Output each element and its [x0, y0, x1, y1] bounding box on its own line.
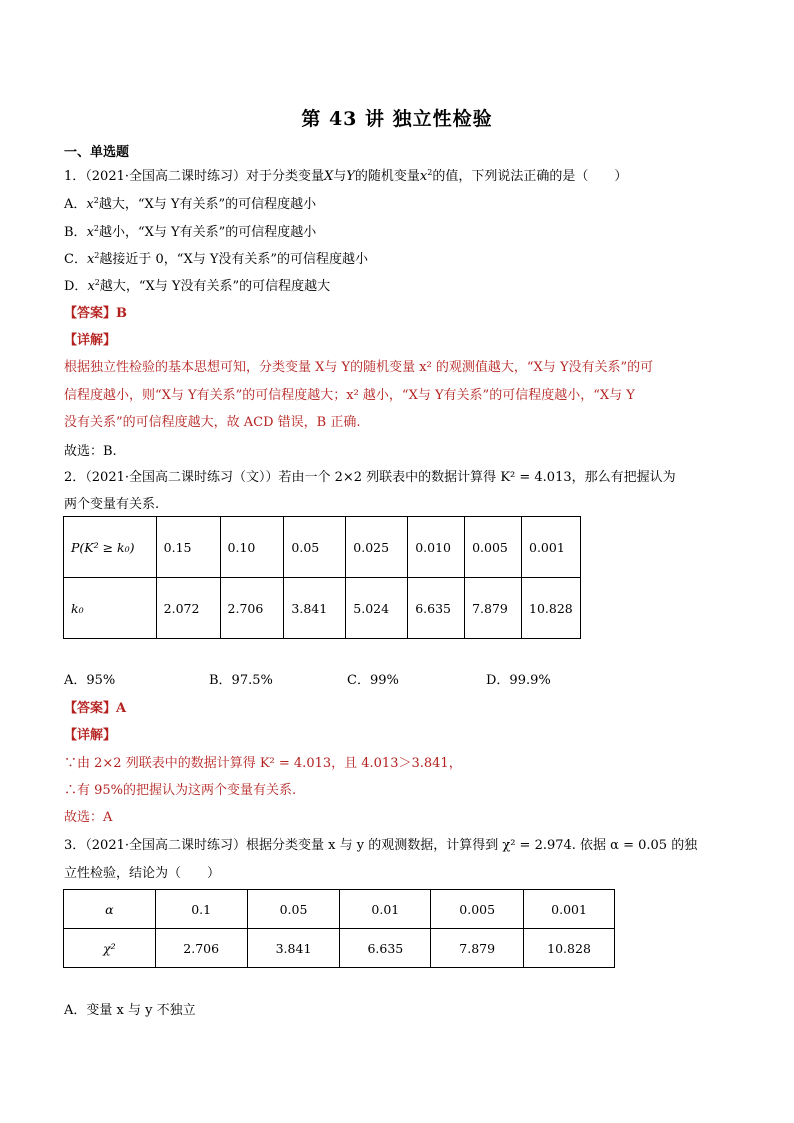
- table-cell: 6.635: [408, 578, 465, 639]
- table-cell: 5.024: [346, 578, 408, 639]
- table-cell: 0.010: [408, 517, 465, 578]
- q2-option-d: D．99.9%: [486, 673, 551, 688]
- table-cell-header: α: [64, 890, 156, 929]
- q1-option-b: B．$x^2$越小，“X与 Y有关系”的可信程度越小: [64, 224, 317, 240]
- table-cell: 0.005: [431, 890, 524, 929]
- table-cell: 2.072: [156, 578, 220, 639]
- table-cell: 0.05: [247, 890, 340, 929]
- q2-answer: 【答案】A: [64, 701, 127, 716]
- q2-option-c: C．99%: [347, 673, 399, 688]
- q2-detail-line: ∴有 95%的把握认为这两个变量有关系.: [64, 783, 297, 798]
- section-heading: 一、单选题: [64, 145, 130, 160]
- table-cell: 0.005: [465, 517, 522, 578]
- q1-option-a: A．$x^2$越大，“X与 Y有关系”的可信程度越小: [64, 196, 317, 212]
- table-cell: 2.706: [155, 929, 247, 968]
- q1-detail-line: 没有关系”的可信程度越大，故 ACD 错误，B 正确.: [64, 415, 361, 430]
- q3-stem: 立性检验，结论为（ ）: [64, 866, 221, 881]
- q3-table: [63, 889, 615, 968]
- table-cell: 10.828: [522, 578, 581, 639]
- table-cell: 0.001: [522, 517, 581, 578]
- table-cell: 0.10: [220, 517, 284, 578]
- q1-detail-label: 【详解】: [64, 333, 117, 348]
- table-cell: 2.706: [220, 578, 284, 639]
- table-row: [64, 890, 615, 929]
- q1-option-d: D．$x^2$越大，“X与 Y没有关系”的可信程度越大: [64, 278, 331, 294]
- table-cell: 0.025: [346, 517, 408, 578]
- page-title: 第 43 讲 独立性检验: [301, 108, 493, 130]
- q2-stem: 2．（2021·全国高二课时练习（文））若由一个 2×2 列联表中的数据计算得 K² = 4.013，那么有把握认为: [64, 470, 676, 485]
- table-cell: 0.001: [524, 890, 615, 929]
- table-cell-header: χ²: [64, 929, 156, 968]
- table-row: [64, 578, 581, 639]
- q2-detail-label: 【详解】: [64, 728, 117, 743]
- q1-choose: 故选：B.: [64, 444, 117, 459]
- table-cell: 0.1: [155, 890, 247, 929]
- q2-table: [63, 516, 581, 639]
- table-cell: 0.05: [284, 517, 346, 578]
- table-cell-header: P(K² ≥ k₀): [64, 517, 157, 578]
- q1-answer: 【答案】B: [64, 306, 127, 321]
- q2-stem: 两个变量有关系.: [64, 497, 160, 512]
- q1-detail-line: 信程度越小，则“X与 Y有关系”的可信程度越大；x² 越小，“X与 Y有关系”的可信程度越小，“X与 Y: [64, 388, 635, 403]
- table-cell: 6.635: [340, 929, 431, 968]
- table-cell-header: k₀: [64, 578, 157, 639]
- table-cell: 3.841: [247, 929, 340, 968]
- q2-detail-line: ∵由 2×2 列联表中的数据计算得 K² = 4.013，且 4.013＞3.841，: [64, 756, 462, 771]
- q1-stem: 1．（2021·全国高二课时练习）对于分类变量X与Y的随机变量$x^2$的值，下列说法正确的是（ ）: [64, 168, 628, 184]
- table-row: [64, 929, 615, 968]
- q1-option-c: C．$x^2$越接近于 0，“X与 Y没有关系”的可信程度越小: [64, 251, 369, 267]
- table-cell: 0.01: [340, 890, 431, 929]
- table-cell: 7.879: [431, 929, 524, 968]
- q2-option-b: B．97.5%: [209, 673, 273, 688]
- table-cell: 10.828: [524, 929, 615, 968]
- table-cell: 7.879: [465, 578, 522, 639]
- q2-option-a: A．95%: [64, 673, 116, 688]
- table-row: [64, 517, 581, 578]
- q3-stem: 3．（2021·全国高二课时练习）根据分类变量 x 与 y 的观测数据，计算得到 χ² = 2.974. 依据 α = 0.05 的独: [64, 838, 698, 853]
- q2-choose: 故选：A: [64, 810, 113, 825]
- table-cell: 3.841: [284, 578, 346, 639]
- q3-option-a: A．变量 x 与 y 不独立: [64, 1003, 196, 1018]
- table-cell: 0.15: [156, 517, 220, 578]
- q1-detail-line: 根据独立性检验的基本思想可知，分类变量 X与 Y的随机变量 x² 的观测值越大，“X与 Y没有关系”的可: [64, 360, 654, 375]
